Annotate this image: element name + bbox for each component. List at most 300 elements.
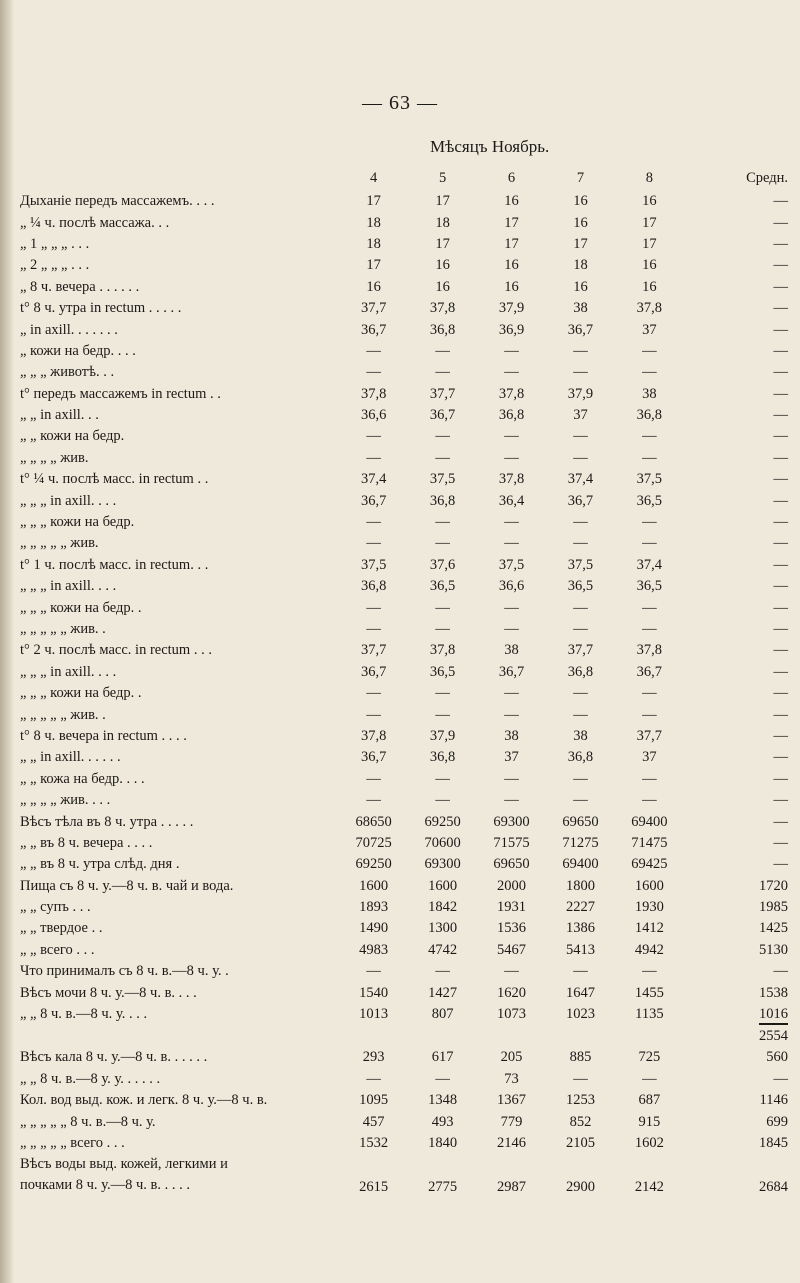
value-cell: 36,7 [567,321,594,338]
value-cell: — [435,428,450,445]
value-cell: 2105 [565,1134,595,1151]
value-cell: — [366,535,381,552]
value-cell: 1532 [359,1134,389,1151]
value-cell: — [504,428,519,445]
table-row [20,1004,800,1025]
average-cell: 1985 [759,899,788,916]
value-cell: — [366,685,381,702]
table-row [20,982,800,1003]
average-cell: — [773,642,788,659]
value-cell: 17 [642,235,657,252]
value-cell: 2775 [428,1179,458,1196]
value-cell: 17 [573,235,588,252]
value-cell: — [366,963,381,980]
value-cell: 1023 [565,1006,595,1023]
value-cell: — [642,770,657,787]
value-cell: 36,8 [429,321,456,338]
value-cell: 36,4 [498,492,525,509]
value-cell: — [435,449,450,466]
value-cell: 68650 [355,813,392,830]
value-cell: 725 [638,1049,661,1066]
value-cell: 1647 [565,984,595,1001]
table-row [20,769,800,790]
average-cell: — [773,813,788,830]
average-cell: — [773,706,788,723]
value-cell: 2900 [565,1179,595,1196]
month-title: Мѣсяцъ Ноябрь. [430,137,550,156]
value-cell: 69400 [562,856,599,873]
value-cell: 37,8 [429,642,456,659]
empty-cell [477,1025,546,1047]
value-cell: — [366,770,381,787]
value-cell: 1540 [359,984,389,1001]
value-cell: 37 [504,749,519,766]
row-label: Кол. вод выд. кож. и легк. 8 ч. у.—8 ч. в. [20,1092,268,1109]
average-cell: — [773,599,788,616]
value-cell: 915 [638,1113,661,1130]
row-label: „ „ „ „ жив. [20,449,89,466]
table-row [20,1111,800,1132]
empty-cell [339,1025,408,1047]
value-cell: 36,7 [498,663,525,680]
value-cell: 36,5 [636,492,663,509]
table-row [20,1133,800,1154]
average-cell: — [773,727,788,744]
value-cell: 36,8 [498,407,525,424]
average-cell: — [773,492,788,509]
row-label-line1: Вѣсъ воды выд. кожей, легкими и [20,1156,228,1173]
value-cell: 69250 [424,813,461,830]
value-cell: — [504,963,519,980]
value-cell: 16 [366,278,381,295]
average-value: 1016 [759,1006,788,1025]
value-cell: — [573,599,588,616]
row-label: „ „ „ „ „ жив. . [20,621,106,637]
value-cell: 17 [435,235,450,252]
table-row [20,640,800,661]
value-cell: — [435,621,450,637]
value-cell: 16 [435,257,450,274]
row-label: „ „ „ in axill. . . . [20,663,117,680]
value-cell: — [573,364,588,381]
value-cell: 69300 [493,813,530,830]
average-cell: — [773,385,788,402]
table-row [20,234,800,255]
value-cell: 17 [366,193,381,210]
value-cell: 1367 [497,1092,527,1109]
table-row [20,298,800,319]
average-cell: — [773,193,788,210]
sum-row [20,1025,800,1047]
value-cell: 1931 [497,899,527,916]
row-label: „ „ въ 8 ч. вечера . . . . [20,834,153,851]
table-row [20,191,800,212]
value-cell: 1253 [565,1092,595,1109]
table-row [20,833,800,854]
row-label: „ ¼ ч. послѣ массажа. . . [20,214,170,231]
row-label: t° 8 ч. вечера in rectum . . . . [20,727,187,744]
value-cell: 1620 [497,984,527,1001]
value-cell: 38 [504,727,519,744]
value-cell: 36,7 [360,663,387,680]
value-cell: 37,5 [360,556,387,573]
page-binding-edge [0,0,14,1283]
value-cell: 18 [435,214,450,231]
row-label: „ „ твердое . . [20,920,103,937]
value-cell: — [435,342,450,359]
page-number: — 63 — [362,92,438,114]
value-cell: — [573,1070,588,1087]
value-cell: — [435,599,450,616]
value-cell: 37,8 [360,385,387,402]
value-cell: — [504,685,519,702]
row-label: „ кожи на бедр. . . . [20,342,136,359]
value-cell: — [642,621,657,637]
value-cell: 37 [573,407,588,424]
value-cell: 4983 [359,941,389,958]
table-row [20,662,800,683]
value-cell: 38 [573,300,588,317]
empty-cell [20,1025,339,1047]
row-label: t° 2 ч. послѣ масс. in rectum . . . [20,642,212,659]
table-row [20,1047,800,1068]
row-label: „ „ „ животѣ. . . [20,364,115,381]
value-cell: — [504,770,519,787]
value-cell: 16 [504,278,519,295]
value-cell: — [573,706,588,723]
value-cell: 37,9 [567,385,594,402]
empty-cell [615,1025,684,1047]
value-cell: — [366,342,381,359]
value-cell: 36,7 [636,663,663,680]
value-cell: 493 [431,1113,454,1130]
value-cell: — [504,514,519,531]
value-cell: 36,8 [429,492,456,509]
value-cell: 852 [569,1113,592,1130]
table-row [20,683,800,704]
row-label: „ 8 ч. вечера . . . . . . [20,278,140,295]
value-cell: 37,8 [636,642,663,659]
value-cell: 36,7 [360,492,387,509]
empty-cell [546,1025,615,1047]
table-row [20,747,800,768]
value-cell: 779 [500,1113,523,1130]
value-cell: 1600 [428,877,458,894]
value-cell: 16 [642,278,657,295]
value-cell: 69650 [493,856,530,873]
value-cell: — [504,792,519,809]
value-cell: 37,8 [360,727,387,744]
row-label [20,1154,339,1196]
row-label: „ „ „ кожи на бедр. [20,514,135,531]
value-cell: 37,9 [498,300,525,317]
value-cell: — [642,535,657,552]
value-cell: 37 [642,321,657,338]
value-cell: 16 [642,193,657,210]
value-cell: 37,9 [429,727,456,744]
value-cell: — [642,792,657,809]
average-cell [684,1004,800,1025]
value-cell: — [366,449,381,466]
empty-cell [408,1025,477,1047]
value-cell: — [573,685,588,702]
value-cell: 37,8 [498,385,525,402]
value-cell: 1135 [635,1006,664,1023]
value-cell: — [504,342,519,359]
row-label: „ „ кожа на бедр. . . . [20,770,145,787]
value-cell: 37,8 [429,300,456,317]
average-cell: — [773,471,788,488]
value-cell: — [642,449,657,466]
value-cell: 36,8 [429,749,456,766]
value-cell: 1840 [428,1134,458,1151]
value-cell: 687 [638,1092,661,1109]
value-cell: 1073 [497,1006,527,1023]
value-cell: — [435,685,450,702]
value-cell: 36,6 [498,578,525,595]
value-cell: — [504,599,519,616]
value-cell: — [642,685,657,702]
row-label: t° 1 ч. послѣ масс. in rectum. . . [20,556,209,573]
row-label: „ „ всего . . . [20,941,95,958]
value-cell: 1800 [565,877,595,894]
value-cell: 37,5 [429,471,456,488]
value-cell: — [366,621,381,637]
table-row [20,961,800,982]
average-cell: — [773,856,788,873]
table-row [20,255,800,276]
average-cell: — [773,342,788,359]
row-label: „ „ „ „ „ всего . . . [20,1134,125,1151]
value-cell: 16 [573,214,588,231]
value-cell: 18 [573,257,588,274]
value-cell: 16 [504,193,519,210]
value-cell: 1842 [428,899,458,916]
value-cell: — [642,364,657,381]
row-label: „ „ „ кожи на бедр. . [20,685,142,702]
value-cell: 4742 [428,941,458,958]
value-cell: 1013 [359,1006,389,1023]
value-cell: 38 [642,385,657,402]
value-cell: 37,6 [429,556,456,573]
row-label-line2: почками 8 ч. у.—8 ч. в. . . . . [20,1177,190,1194]
value-cell: — [435,706,450,723]
value-cell: 36,7 [567,492,594,509]
average-cell: — [773,364,788,381]
value-cell: — [504,535,519,552]
table-row [20,341,800,362]
row-label: „ „ „ „ „ жив. [20,535,99,552]
table-row [20,597,800,618]
value-cell: 69650 [562,813,599,830]
table-row [20,277,800,298]
value-cell: — [435,1070,450,1087]
value-cell: — [435,770,450,787]
value-cell: 1300 [428,920,458,937]
value-cell: 36,5 [429,578,456,595]
row-label: „ „ кожи на бедр. [20,428,125,445]
value-cell: — [573,963,588,980]
average-cell: — [773,834,788,851]
table-row [20,490,800,511]
table-row [20,1090,800,1111]
value-cell: 36,8 [636,407,663,424]
value-cell: — [435,963,450,980]
value-cell: 205 [500,1049,523,1066]
value-cell: 37,8 [498,471,525,488]
average-cell: — [773,407,788,424]
value-cell: 37 [642,749,657,766]
average-cell: — [773,770,788,787]
table-row [20,619,800,640]
value-cell: 18 [366,235,381,252]
average-cell: — [773,685,788,702]
average-cell: 1538 [759,984,788,1001]
value-cell: 36,9 [498,321,525,338]
average-cell: — [773,556,788,573]
value-cell: — [366,1070,381,1087]
average-cell: — [773,428,788,445]
value-cell: 17 [366,257,381,274]
value-cell: 1602 [634,1134,664,1151]
row-label: „ „ „ in axill. . . . [20,492,117,509]
value-cell: 1386 [565,920,595,937]
value-cell: 71275 [562,834,599,851]
value-cell: 1348 [428,1092,458,1109]
average-cell: — [773,749,788,766]
average-cell: — [773,663,788,680]
table-row [20,384,800,405]
value-cell: — [642,963,657,980]
value-cell: — [642,599,657,616]
value-cell: 36,8 [360,578,387,595]
value-cell: — [366,428,381,445]
average-cell: — [773,578,788,595]
row-label: „ 1 „ „ „ . . . [20,235,90,252]
table-row [20,940,800,961]
value-cell: 36,5 [429,663,456,680]
value-cell: 17 [504,214,519,231]
table-row [20,897,800,918]
measurement-table [20,165,800,1196]
value-cell: 73 [504,1070,519,1087]
row-label: „ in axill. . . . . . . [20,321,118,338]
average-cell: 560 [766,1049,788,1066]
value-cell: 2987 [497,1179,527,1196]
row-label: „ „ in axill. . . [20,407,99,424]
row-label: „ „ въ 8 ч. утра слѣд. дня . [20,856,180,873]
average-cell: — [773,514,788,531]
value-cell: 17 [504,235,519,252]
value-cell: — [573,770,588,787]
value-cell: — [642,514,657,531]
header-label-cell [20,165,339,191]
water-total-row [20,1154,800,1196]
table-row [20,319,800,340]
value-cell: 16 [573,193,588,210]
average-cell: — [773,449,788,466]
header-day-5: 5 [438,169,447,186]
value-cell: — [504,706,519,723]
row-label: „ „ in axill. . . . . . [20,749,121,766]
table-row [20,555,800,576]
value-cell: 71575 [493,834,530,851]
value-cell: 37,5 [636,471,663,488]
row-label: t° ¼ ч. послѣ масс. in rectum . . [20,471,209,488]
value-cell: 1412 [634,920,664,937]
value-cell: 37,7 [360,642,387,659]
value-cell: 37,5 [498,556,525,573]
value-cell: 1455 [634,984,664,1001]
table-row [20,1069,800,1090]
header-day-8: 8 [645,169,653,186]
average-cell: — [773,963,788,980]
value-cell: 36,5 [567,578,594,595]
row-label: „ „ „ „ „ жив. . [20,706,106,723]
value-cell: 38 [573,727,588,744]
value-cell: — [642,428,657,445]
average-cell: — [773,1070,788,1087]
header-day-6: 6 [507,169,516,186]
value-cell: 293 [362,1049,385,1066]
value-cell: 69400 [631,813,668,830]
value-cell: — [573,428,588,445]
value-cell: 807 [431,1006,454,1023]
value-cell: 69300 [424,856,461,873]
value-cell: — [366,514,381,531]
value-cell: 36,7 [360,749,387,766]
value-cell: 37,7 [567,642,594,659]
value-cell: — [366,792,381,809]
value-cell: — [366,599,381,616]
urine-sum-value: 2554 [759,1027,788,1044]
value-cell: 1600 [634,877,664,894]
value-cell: 1600 [359,877,389,894]
row-label: Что принималъ съ 8 ч. в.—8 ч. у. . [20,963,229,980]
value-cell: — [435,792,450,809]
row-label: Вѣсъ мочи 8 ч. у.—8 ч. в. . . . [20,984,197,1001]
average-cell: 1845 [759,1134,788,1151]
value-cell: 18 [366,214,381,231]
row-label: „ 2 „ „ „ . . . [20,257,90,274]
value-cell: 70725 [355,834,392,851]
average-cell: 699 [766,1113,788,1130]
row-label: „ „ „ „ „ 8 ч. в.—8 ч. у. [20,1113,156,1130]
table-row [20,876,800,897]
value-cell: 37,7 [636,727,663,744]
value-cell: 1930 [634,899,664,916]
value-cell: 36,7 [429,407,456,424]
value-cell: 2142 [634,1179,664,1196]
value-cell: — [366,364,381,381]
value-cell: 885 [569,1049,592,1066]
value-cell: 69425 [631,856,668,873]
value-cell: 617 [431,1049,454,1066]
average-cell: — [773,278,788,295]
value-cell: 4942 [634,941,664,958]
average-cell: 5130 [759,941,788,958]
table-row [20,362,800,383]
value-cell: — [504,364,519,381]
value-cell: — [435,364,450,381]
table-row [20,811,800,832]
value-cell: — [573,514,588,531]
value-cell: 37,4 [636,556,663,573]
row-label: „ „ супъ . . . [20,899,91,916]
value-cell: 37,4 [567,471,594,488]
table-row [20,790,800,811]
value-cell: 1536 [497,920,527,937]
